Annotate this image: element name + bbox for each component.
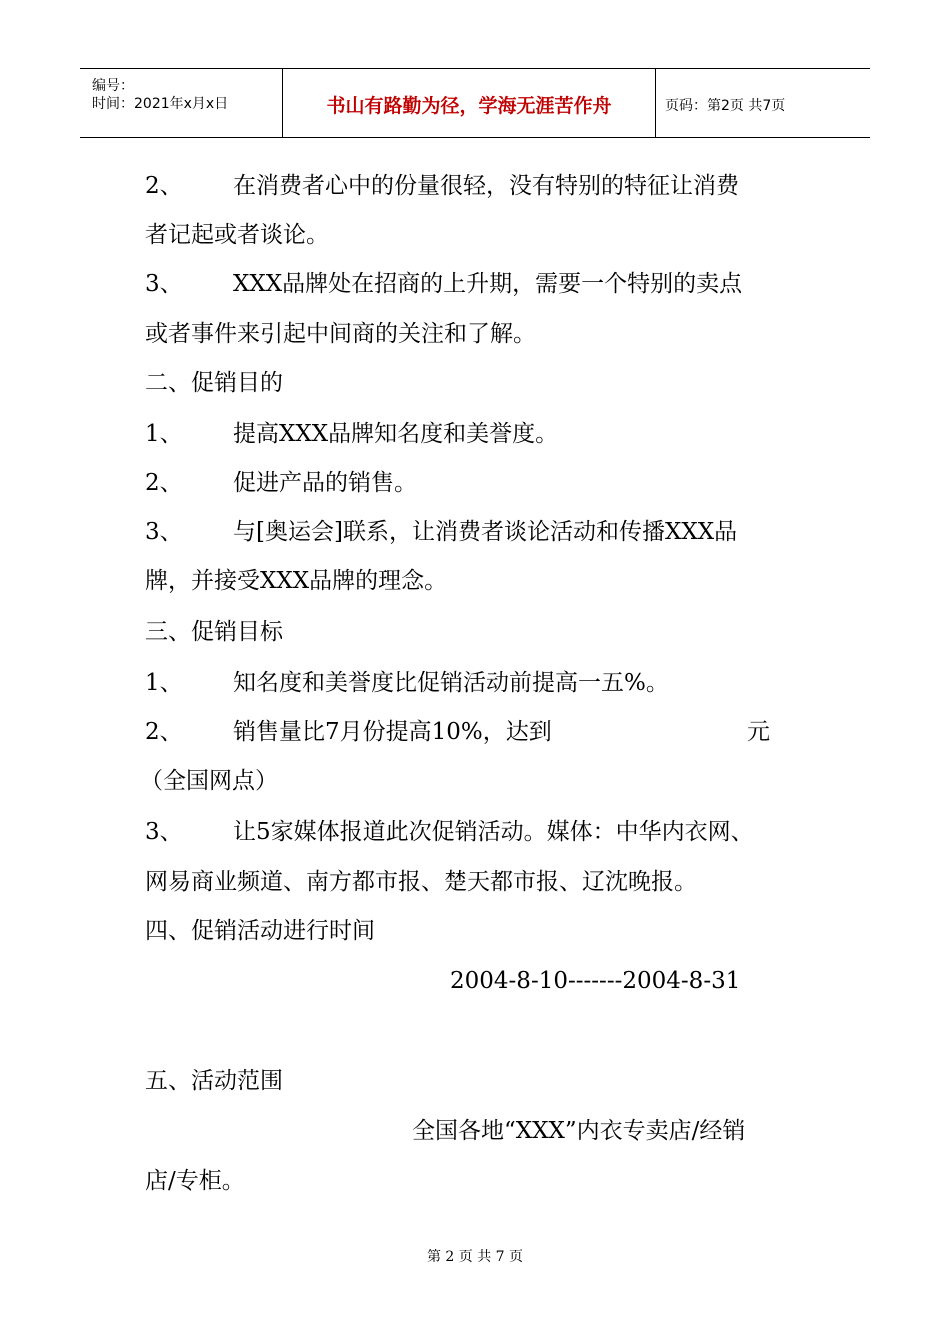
item-number: 2、 — [145, 470, 183, 496]
list-item — [145, 468, 417, 498]
page-footer: 第 2 页 共 7 页 — [426, 1249, 524, 1265]
paragraph-item-2 — [145, 171, 739, 201]
item-number: 3、 — [145, 519, 183, 545]
paragraph-line: 或者事件来引起中间商的关注和了解。 — [145, 321, 536, 347]
header-motto: 书山有路勤为径，学海无涯苦作舟 — [326, 95, 612, 117]
item-number: 2、 — [145, 719, 183, 745]
list-item — [145, 517, 737, 547]
header-motto-cell — [282, 69, 656, 137]
paragraph-line: （全国网点） — [140, 768, 278, 794]
header-page-info: 页码：第2页 共7页 — [665, 98, 786, 114]
promotion-date-range: 2004-8-10-------2004-8-31 — [450, 968, 741, 994]
section-heading-promotion-target: 三、促销目标 — [145, 619, 283, 645]
header-left-cell — [80, 69, 282, 137]
item-number: 1、 — [145, 670, 183, 696]
paragraph-text: 在消费者心中的份量很轻，没有特别的特征让消费 — [233, 173, 739, 199]
item-number: 1、 — [145, 421, 183, 447]
item-number: 3、 — [145, 271, 183, 297]
item-number: 3、 — [145, 819, 183, 845]
section-heading-activity-scope: 五、活动范围 — [145, 1068, 283, 1094]
list-item-text: 知名度和美誉度比促销活动前提高一五%。 — [233, 670, 669, 696]
paragraph-item-3 — [145, 269, 742, 299]
paragraph-line: 网易商业频道、南方都市报、楚天都市报、辽沈晚报。 — [145, 869, 697, 895]
sales-target-unit: 元 — [747, 719, 770, 745]
header-right-cell — [655, 69, 870, 137]
list-item — [145, 668, 669, 698]
section-heading-promotion-time: 四、促销活动进行时间 — [145, 918, 375, 944]
paragraph-line: 者记起或者谈论。 — [145, 222, 329, 248]
paragraph-text: XXX品牌处在招商的上升期，需要一个特别的卖点 — [233, 271, 743, 297]
header-date-label: 时间：2021年x月x日 — [92, 96, 229, 112]
header-number-label: 编号： — [92, 78, 134, 94]
list-item-text: 与[奥运会]联系，让消费者谈论活动和传播XXX品 — [233, 519, 738, 545]
list-item-text: 让5家媒体报道此次促销活动。媒体：中华内衣网、 — [233, 819, 754, 845]
list-item-text: 促进产品的销售。 — [233, 470, 417, 496]
paragraph-line: 牌，并接受XXX品牌的理念。 — [145, 568, 448, 594]
section-heading-promotion-purpose: 二、促销目的 — [145, 370, 283, 396]
document-header — [80, 68, 870, 138]
list-item — [145, 419, 558, 449]
list-item — [145, 717, 552, 747]
list-item-text: 提高XXX品牌知名度和美誉度。 — [233, 421, 559, 447]
paragraph-line: 全国各地“XXX”内衣专卖店/经销 — [412, 1118, 746, 1144]
item-number: 2、 — [145, 173, 183, 199]
list-item-text: 销售量比7月份提高10%，达到 — [233, 719, 552, 745]
list-item — [145, 817, 754, 847]
paragraph-line: 店/专柜。 — [145, 1168, 245, 1194]
